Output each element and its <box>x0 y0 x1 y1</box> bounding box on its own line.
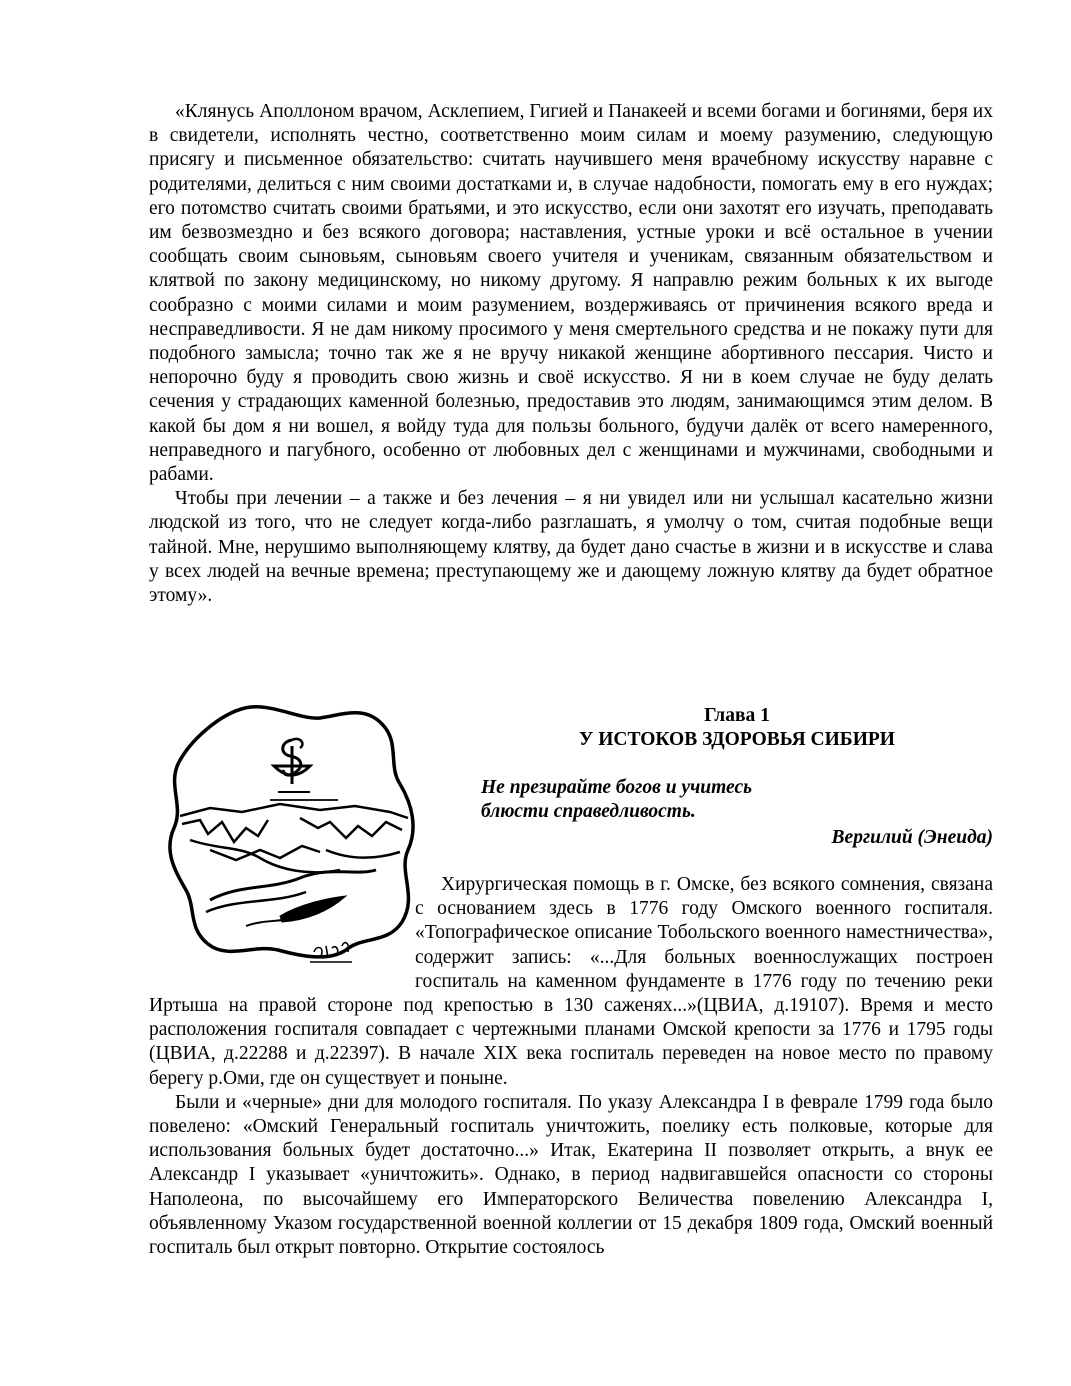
bowl-of-hygieia-icon <box>270 739 338 800</box>
epigraph-line-2: блюсти справедливость. <box>481 801 696 822</box>
body-paragraph-2: Были и «черные» дни для молодого госпиталя. По указу Александра I в феврале 1799 года было повелено: «Омский Генеральный госпиталь уничтожить, поелику есть полковые, которые для использования больных будет достаточно...» Итак, Екатерина II позволяет открыть, а внук ее Александр I указывает «уничтожить». Однако, в период надвигавшейся опасности со стороны Наполеона, по высочайшему его Императорского Величества повелению Александра I, объявленному Указом государственной военной коллегии от 15 декабря 1809 года, Омский военный госпиталь был открыт повторно. Открытие состоялось <box>149 1091 993 1259</box>
hippocratic-oath <box>149 100 993 608</box>
chapter-number: Глава 1 <box>704 705 770 726</box>
oath-paragraph-1: «Клянусь Аполлоном врачом, Асклепием, Гигией и Панакеей и всеми богами и богинями, беря их в свидетели, исполнять честно, соответственно моим силам и моему разумению, следующую присягу и письменное обязательство: считать научившего меня врачебному искусству наравне с родителями, делиться с ним своими достатками и, в случае надобности, помогать ему в его нуждах; его потомство считать своими братьями, и это искусство, если они захотят его изучать, преподавать им безвозмездно и без всякого договора; наставления, устные уроки и всё остальное в учении сообщать своим сыновьям, сыновьям своего учителя и ученикам, связанным обязательством и клятвой по закону медицинскому, но никому другому. Я направлю режим больных к их выгоде сообразно с моими силами и моим разумением, воздерживаясь от причинения всякого вреда и несправедливости. Я не дам никому просимого у меня смертельного средства и не покажу пути для подобного замысла; точно так же я не вручу никакой женщине абортивного пессария. Чисто и непорочно буду я проводить свою жизнь и своё искусство. Я ни в коем случае не буду делать сечения у страдающих каменной болезнью, предоставив это людям, занимающимся этим делом. В какой бы дом я ни вошел, я войду туда для пользы больного, будучи далёк от всего намеренного, неправедного и пагубного, особенно от любовных дел с женщинами и мужчинами, свободными и рабами. <box>149 101 993 486</box>
epigraph <box>481 776 993 824</box>
epigraph-author: Вергилий (Энеида) <box>831 827 993 848</box>
mountain-landscape-icon <box>180 804 408 872</box>
oath-paragraph-2: Чтобы при лечении – а также и без лечения – я ни увидел или ни услышал касательно жизни людской из того, что не следует когда-либо разглашать, я умолчу о том, считая подобные вещи тайной. Мне, нерушимо выполняющему клятву, да будет дано счастье в жизни и в искусстве и слава у всех людей на вечные времена; преступающему же и дающему ложную клятву да будет обратное этому». <box>149 488 993 607</box>
epigraph-line-1: Не презирайте богов и учитесь <box>481 777 753 798</box>
illustration-wrap-spacer <box>149 873 415 993</box>
chapter-title: У ИСТОКОВ ЗДОРОВЬЯ СИБИРИ <box>579 729 895 750</box>
chapter-body <box>149 873 993 1260</box>
body-paragraph-1: Хирургическая помощь в г. Омске, без всякого сомнения, связана с основанием здесь в 1776 году Омского военного госпиталя. «Топографическое описание Тобольского военного наместничества», содержит запись: «...Для больных военнослужащих построен госпиталь на каменном фундаменте в 1776 году по течению реки Иртыша на правой стороне под крепостью в 130 саженях...»(ЦВИА, д.19107). Время и место расположения госпиталя совпадает с чертежными планами Омской крепости за 1776 и 1795 годы (ЦВИА, д.22288 и д.22397). В начале XIX века госпиталь переведен на новое место по правому берегу р.Оми, где он существует и поныне. <box>149 874 993 1089</box>
